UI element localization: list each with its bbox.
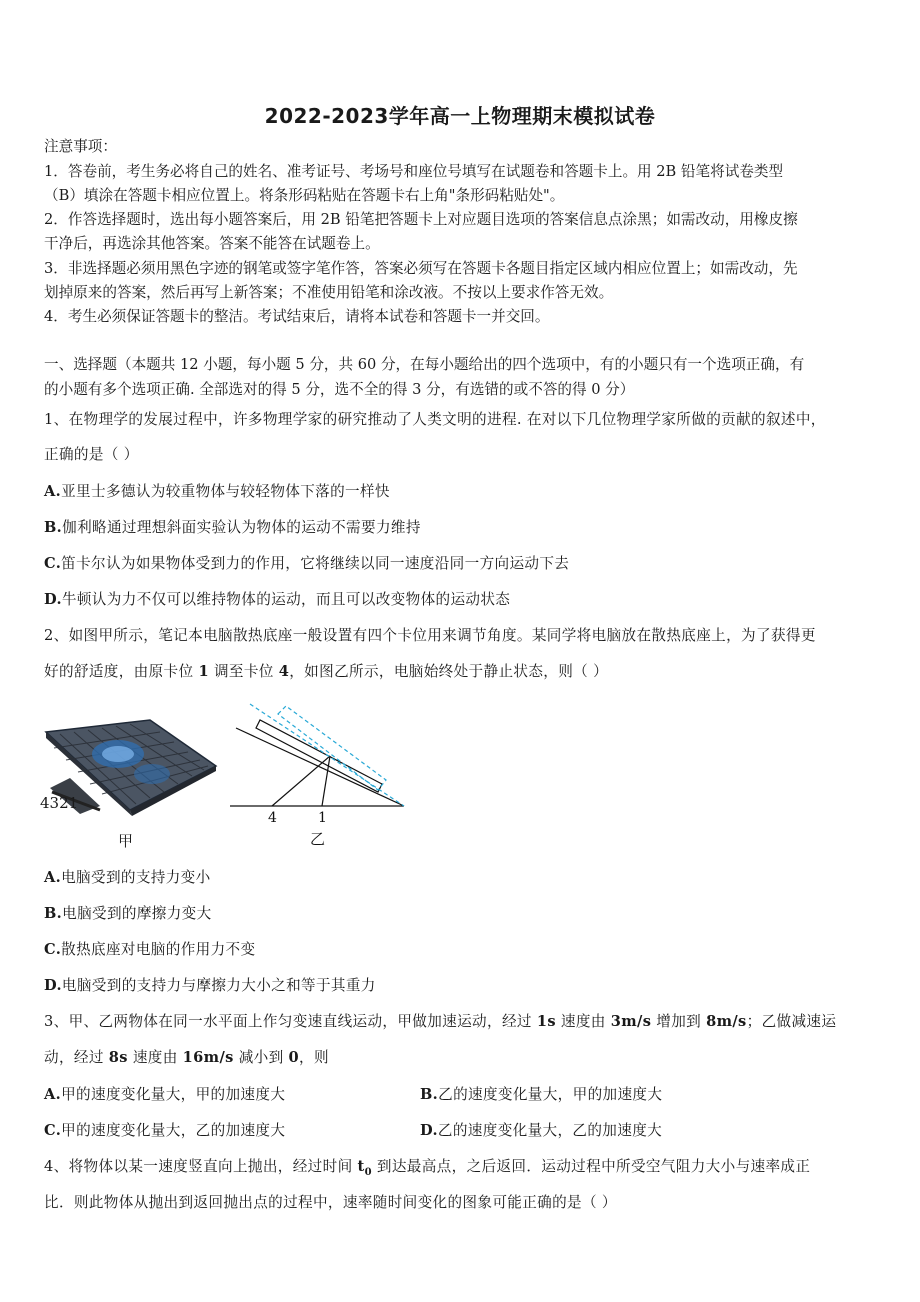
notice-heading: 注意事项： [44,138,117,155]
option-text: 电脑受到的支持力与摩擦力大小之和等于其重力 [61,977,376,994]
q3-option-b [420,1085,662,1105]
page-title: 2022-2023学年高一上物理期末模拟试卷 [264,104,656,128]
option-text: 亚里士多德认为较重物体与较轻物体下落的一样快 [61,483,390,500]
q1-option-c [44,554,569,574]
q4-stem-line-2: 比．则此物体从抛出到返回抛出点的过程中，速率随时间变化的图象可能正确的是（ ） [44,1194,617,1211]
option-label: C. [44,941,62,958]
incline-dashed [250,704,404,806]
stem-value: 1s [536,1013,556,1030]
stem-text: 增加到 [651,1013,707,1030]
stem-value: 3m/s [610,1013,652,1030]
option-label: A. [44,483,62,500]
section-heading-line-1: 一、选择题（本题共 12 小题，每小题 5 分，共 60 分，在每小题给出的四个选项中，有的小题只有一个选项正确，有 [44,356,805,373]
notice-item-1-line-1: 1．答卷前，考生务必将自己的姓名、准考证号、考场号和座位号填写在试题卷和答题卡上。用 2B 铅笔将试卷类型 [44,163,784,180]
notice-item-3-line-1: 3．非选择题必须用黑色字迹的钢笔或签字笔作答，答案必须写在答题卡各题目指定区域内相应位置上；如需改动，先 [44,260,798,277]
notice-item-2-line-1: 2．作答选择题时，选出每小题答案后，用 2B 铅笔把答题卡上对应题目选项的答案信息点涂黑；如需改动，用橡皮擦 [44,211,798,228]
option-text: 甲的速度变化量大，甲的加速度大 [61,1086,286,1103]
stem-text: 4、将物体以某一速度竖直向上抛出，经过时间 [44,1158,358,1175]
notice-item-4: 4．考生必须保证答题卡的整洁。考试结束后，请将本试卷和答题卡一并交回。 [44,308,550,325]
stem-text: 速度由 [555,1013,611,1030]
option-text: 笛卡尔认为如果物体受到力的作用，它将继续以同一速度沿同一方向运动下去 [61,555,570,572]
option-label: C. [44,1122,62,1139]
slot-4-label: 4 [268,810,277,826]
q2-option-c [44,940,255,960]
q3-option-d [420,1121,662,1141]
stem-text: ，则 [299,1049,329,1066]
stem-text: 速度由 [127,1049,183,1066]
q2-option-b [44,904,212,924]
stem-value: 16m/s [182,1049,234,1066]
option-label: A. [44,869,62,886]
stem-text: 减小到 [233,1049,289,1066]
q1-option-a [44,482,390,502]
option-text: 电脑受到的摩擦力变大 [62,905,212,922]
option-label: B. [420,1086,439,1103]
incline-line [236,728,404,806]
section-heading-line-2: 的小题有多个选项正确. 全部选对的得 5 分，选不全的得 3 分，有选错的或不答的得 0 分） [44,381,635,398]
option-text: 甲的速度变化量大，乙的加速度大 [61,1122,286,1139]
q1-stem-line-2: 正确的是（ ） [44,446,139,463]
stem-value: 8s [108,1049,128,1066]
slot-numbers-label: 4321 [40,794,79,812]
time-subscript: 0 [364,1166,372,1178]
slot-number: 1 [198,663,209,680]
figure-yi-incline-diagram [228,700,408,850]
q1-option-b [44,518,421,538]
option-text: 伽利略通过理想斜面实验认为物体的运动不需要力维持 [62,519,421,536]
q3-option-a [44,1085,285,1105]
q3-option-c [44,1121,285,1141]
figure-yi-caption: 乙 [310,830,326,848]
slot-number: 4 [278,663,290,680]
q3-stem-line-2 [44,1048,329,1068]
stem-text: 3、甲、乙两物体在同一水平面上作匀变速直线运动，甲做加速运动，经过 [44,1013,537,1030]
support-strut [272,756,330,806]
figure-jia-caption: 甲 [118,832,134,850]
stem-text: ，如图乙所示，电脑始终处于静止状态，则（ ） [289,663,609,680]
option-text: 散热底座对电脑的作用力不变 [61,941,256,958]
q2-stem-line-1: 2、如图甲所示，笔记本电脑散热底座一般设置有四个卡位用来调节角度。某同学将电脑放在散热底座上，为了获得更 [44,627,816,644]
option-label: D. [44,977,62,994]
stem-value: 0 [288,1049,300,1066]
q1-stem-line-1: 1、在物理学的发展过程中，许多物理学家的研究推动了人类文明的进程. 在对以下几位物理学家所做的贡献的叙述中， [44,411,826,428]
option-label: A. [44,1086,62,1103]
q1-option-d [44,590,510,610]
option-label: B. [44,519,63,536]
stem-value: 8m/s [706,1013,747,1030]
stem-text: ；乙做减速运 [746,1013,837,1030]
option-label: D. [44,591,62,608]
notice-item-2-line-2: 干净后，再选涂其他答案。答案不能答在试题卷上。 [44,235,380,252]
option-text: 牛顿认为力不仅可以维持物体的运动，而且可以改变物体的运动状态 [61,591,511,608]
option-label: B. [44,905,63,922]
figure-jia-cooling-stand [40,718,220,850]
fan-light [134,764,170,784]
stem-text: 到达最高点，之后返回．运动过程中所受空气阻力大小与速率成正 [371,1158,811,1175]
option-text: 乙的速度变化量大，甲的加速度大 [438,1086,663,1103]
stem-text: 调至卡位 [208,663,279,680]
fan-hub [102,746,134,762]
option-text: 电脑受到的支持力变小 [61,869,211,886]
q3-stem-line-1 [44,1012,836,1032]
q2-option-d [44,976,376,996]
slot-1-label: 1 [318,810,327,826]
notice-item-1-line-2: （B）填涂在答题卡相应位置上。将条形码粘贴在答题卡右上角"条形码粘贴处"。 [44,187,565,204]
option-label: D. [420,1122,438,1139]
q2-option-a [44,868,211,888]
notice-item-3-line-2: 划掉原来的答案，然后再写上新答案；不准使用铅笔和涂改液。不按以上要求作答无效。 [44,284,614,301]
stem-text: 动，经过 [44,1049,109,1066]
option-label: C. [44,555,62,572]
time-symbol: t [357,1158,365,1175]
q4-stem-line-1 [44,1157,810,1183]
option-text: 乙的速度变化量大，乙的加速度大 [437,1122,663,1139]
q2-stem-line-2 [44,662,608,682]
stem-text: 好的舒适度，由原卡位 [44,663,199,680]
